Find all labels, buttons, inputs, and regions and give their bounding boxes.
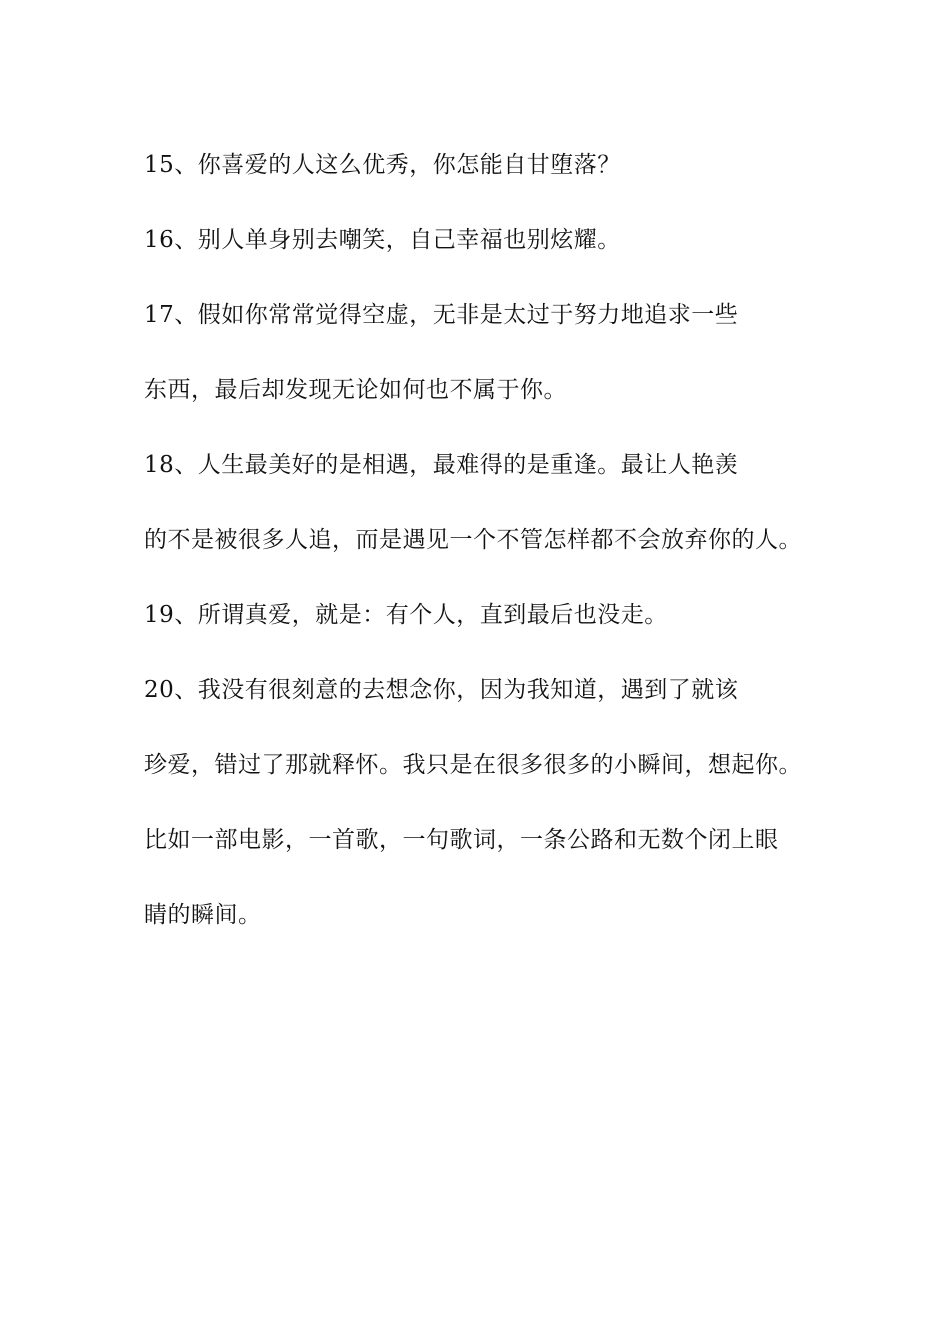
paragraph-line: 15、你喜爱的人这么优秀，你怎能自甘堕落？ — [144, 152, 621, 178]
paragraph-line: 17、假如你常常觉得空虚，无非是太过于努力地追求一些 — [144, 302, 739, 328]
paragraph-line: 20、我没有很刻意的去想念你，因为我知道，遇到了就该 — [144, 677, 739, 703]
paragraph-line: 的不是被很多人追，而是遇见一个不管怎样都不会放弃你的人。 — [144, 527, 802, 553]
paragraph-line: 18、人生最美好的是相遇，最难得的是重逢。最让人艳羡 — [144, 452, 739, 478]
paragraph-16 — [144, 203, 824, 278]
paragraph-17 — [144, 278, 824, 428]
paragraph-line: 东西，最后却发现无论如何也不属于你。 — [144, 377, 567, 403]
paragraph-line: 16、别人单身别去嘲笑，自己幸福也别炫耀。 — [144, 227, 621, 253]
paragraph-line: 睛的瞬间。 — [144, 902, 262, 928]
paragraph-line: 19、所谓真爱，就是：有个人，直到最后也没走。 — [144, 602, 668, 628]
paragraph-19 — [144, 578, 824, 653]
paragraph-line: 比如一部电影，一首歌，一句歌词，一条公路和无数个闭上眼 — [144, 827, 779, 853]
paragraph-line: 珍爱，错过了那就释怀。我只是在很多很多的小瞬间，想起你。 — [144, 752, 802, 778]
paragraph-15 — [144, 128, 824, 203]
paragraph-18 — [144, 428, 824, 578]
document-body — [144, 128, 824, 953]
paragraph-20 — [144, 653, 824, 953]
